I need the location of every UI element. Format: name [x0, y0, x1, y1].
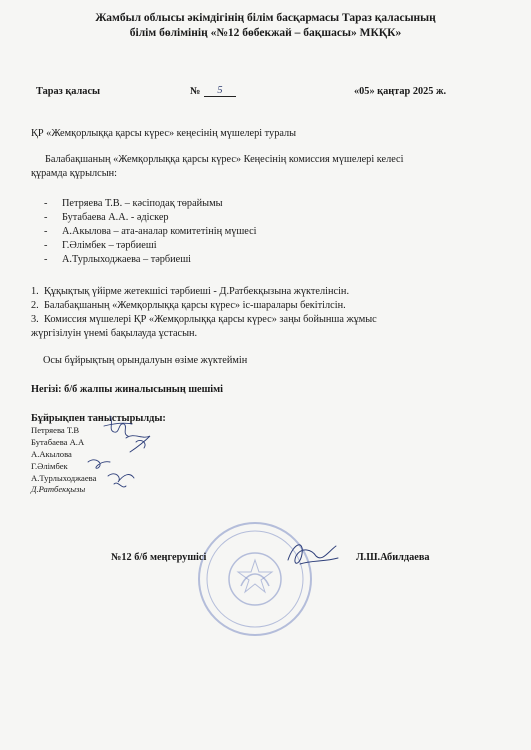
member-dash: -: [44, 198, 48, 209]
order-number-value: 5: [204, 85, 236, 97]
header-line-2: білім бөлімінің «№12 бөбекжай – бақшасы» МКҚК»: [129, 27, 402, 39]
intro-line-2: құрамда құрылсын:: [31, 168, 117, 179]
acquainted-name: А.Турлыходжаева: [31, 473, 97, 483]
acquainted-name: Бутабаева А.А: [31, 437, 85, 447]
order-number: 1.: [31, 286, 39, 297]
order-item: Комиссия мүшелері ҚР «Жемқорлыққа қарсы күрес» заңы бойынша жұмыс: [44, 314, 377, 325]
order-item-continuation: жүргізілуін үнемі бақылауда ұстасын.: [31, 328, 198, 339]
order-item: Балабақшаның «Жемқорлыққа қарсы күрес» іс-шаралары бекітілсін.: [44, 300, 346, 311]
control-line: Осы бұйрықтың орындалуын өзіме жүктеймін: [43, 355, 248, 366]
order-number-label: №: [190, 86, 201, 97]
header-line-1: Жамбыл облысы әкімдігінің білім басқармасы Тараз қаласының: [95, 12, 436, 24]
acquainted-title: Бұйрықпен таныстырылды:: [31, 413, 166, 424]
member-item: Петряева Т.В. – кәсіподақ төрайымы: [62, 198, 223, 209]
member-item: А.Акылова – ата-аналар комитетінің мүшесі: [62, 226, 257, 237]
city: Тараз қаласы: [36, 86, 101, 97]
subject-line: ҚР «Жемқорлыққа қарсы күрес» кеңесінің мүшелері туралы: [31, 128, 297, 139]
acquainted-name: Д.Ратбекқызы: [31, 484, 86, 494]
acquainted-name: Петряева Т.В: [31, 425, 80, 435]
member-signatures: [78, 412, 178, 502]
director-signature: [282, 536, 342, 572]
member-dash: -: [44, 212, 48, 223]
intro-line-1: Балабақшаның «Жемқорлыққа қарсы күрес» Кеңесінің комиссия мүшелері келесі: [45, 154, 404, 165]
member-dash: -: [44, 254, 48, 265]
acquainted-name: Г.Әлімбек: [31, 461, 68, 471]
director-position: №12 б/б меңгерушісі: [111, 552, 207, 563]
order-date: «05» қаңтар 2025 ж.: [354, 86, 447, 97]
member-item: Бутабаева А.А. - әдіскер: [62, 212, 169, 223]
order-item: Құқықтық үйірме жетекшісі тәрбиеші - Д.Ратбекқызына жүктелінсін.: [44, 286, 350, 297]
basis-line: Негізі: б/б жалпы жиналысының шешімі: [31, 384, 224, 395]
member-item: Г.Әлімбек – тәрбиеші: [62, 240, 157, 251]
member-item: А.Турлыходжаева – тәрбиеші: [62, 254, 192, 265]
order-number: 2.: [31, 300, 39, 311]
member-dash: -: [44, 226, 48, 237]
order-number: 3.: [31, 314, 39, 325]
acquainted-name: А.Акылова: [31, 449, 72, 459]
director-name: Л.Ш.Абилдаева: [356, 552, 430, 563]
member-dash: -: [44, 240, 48, 251]
